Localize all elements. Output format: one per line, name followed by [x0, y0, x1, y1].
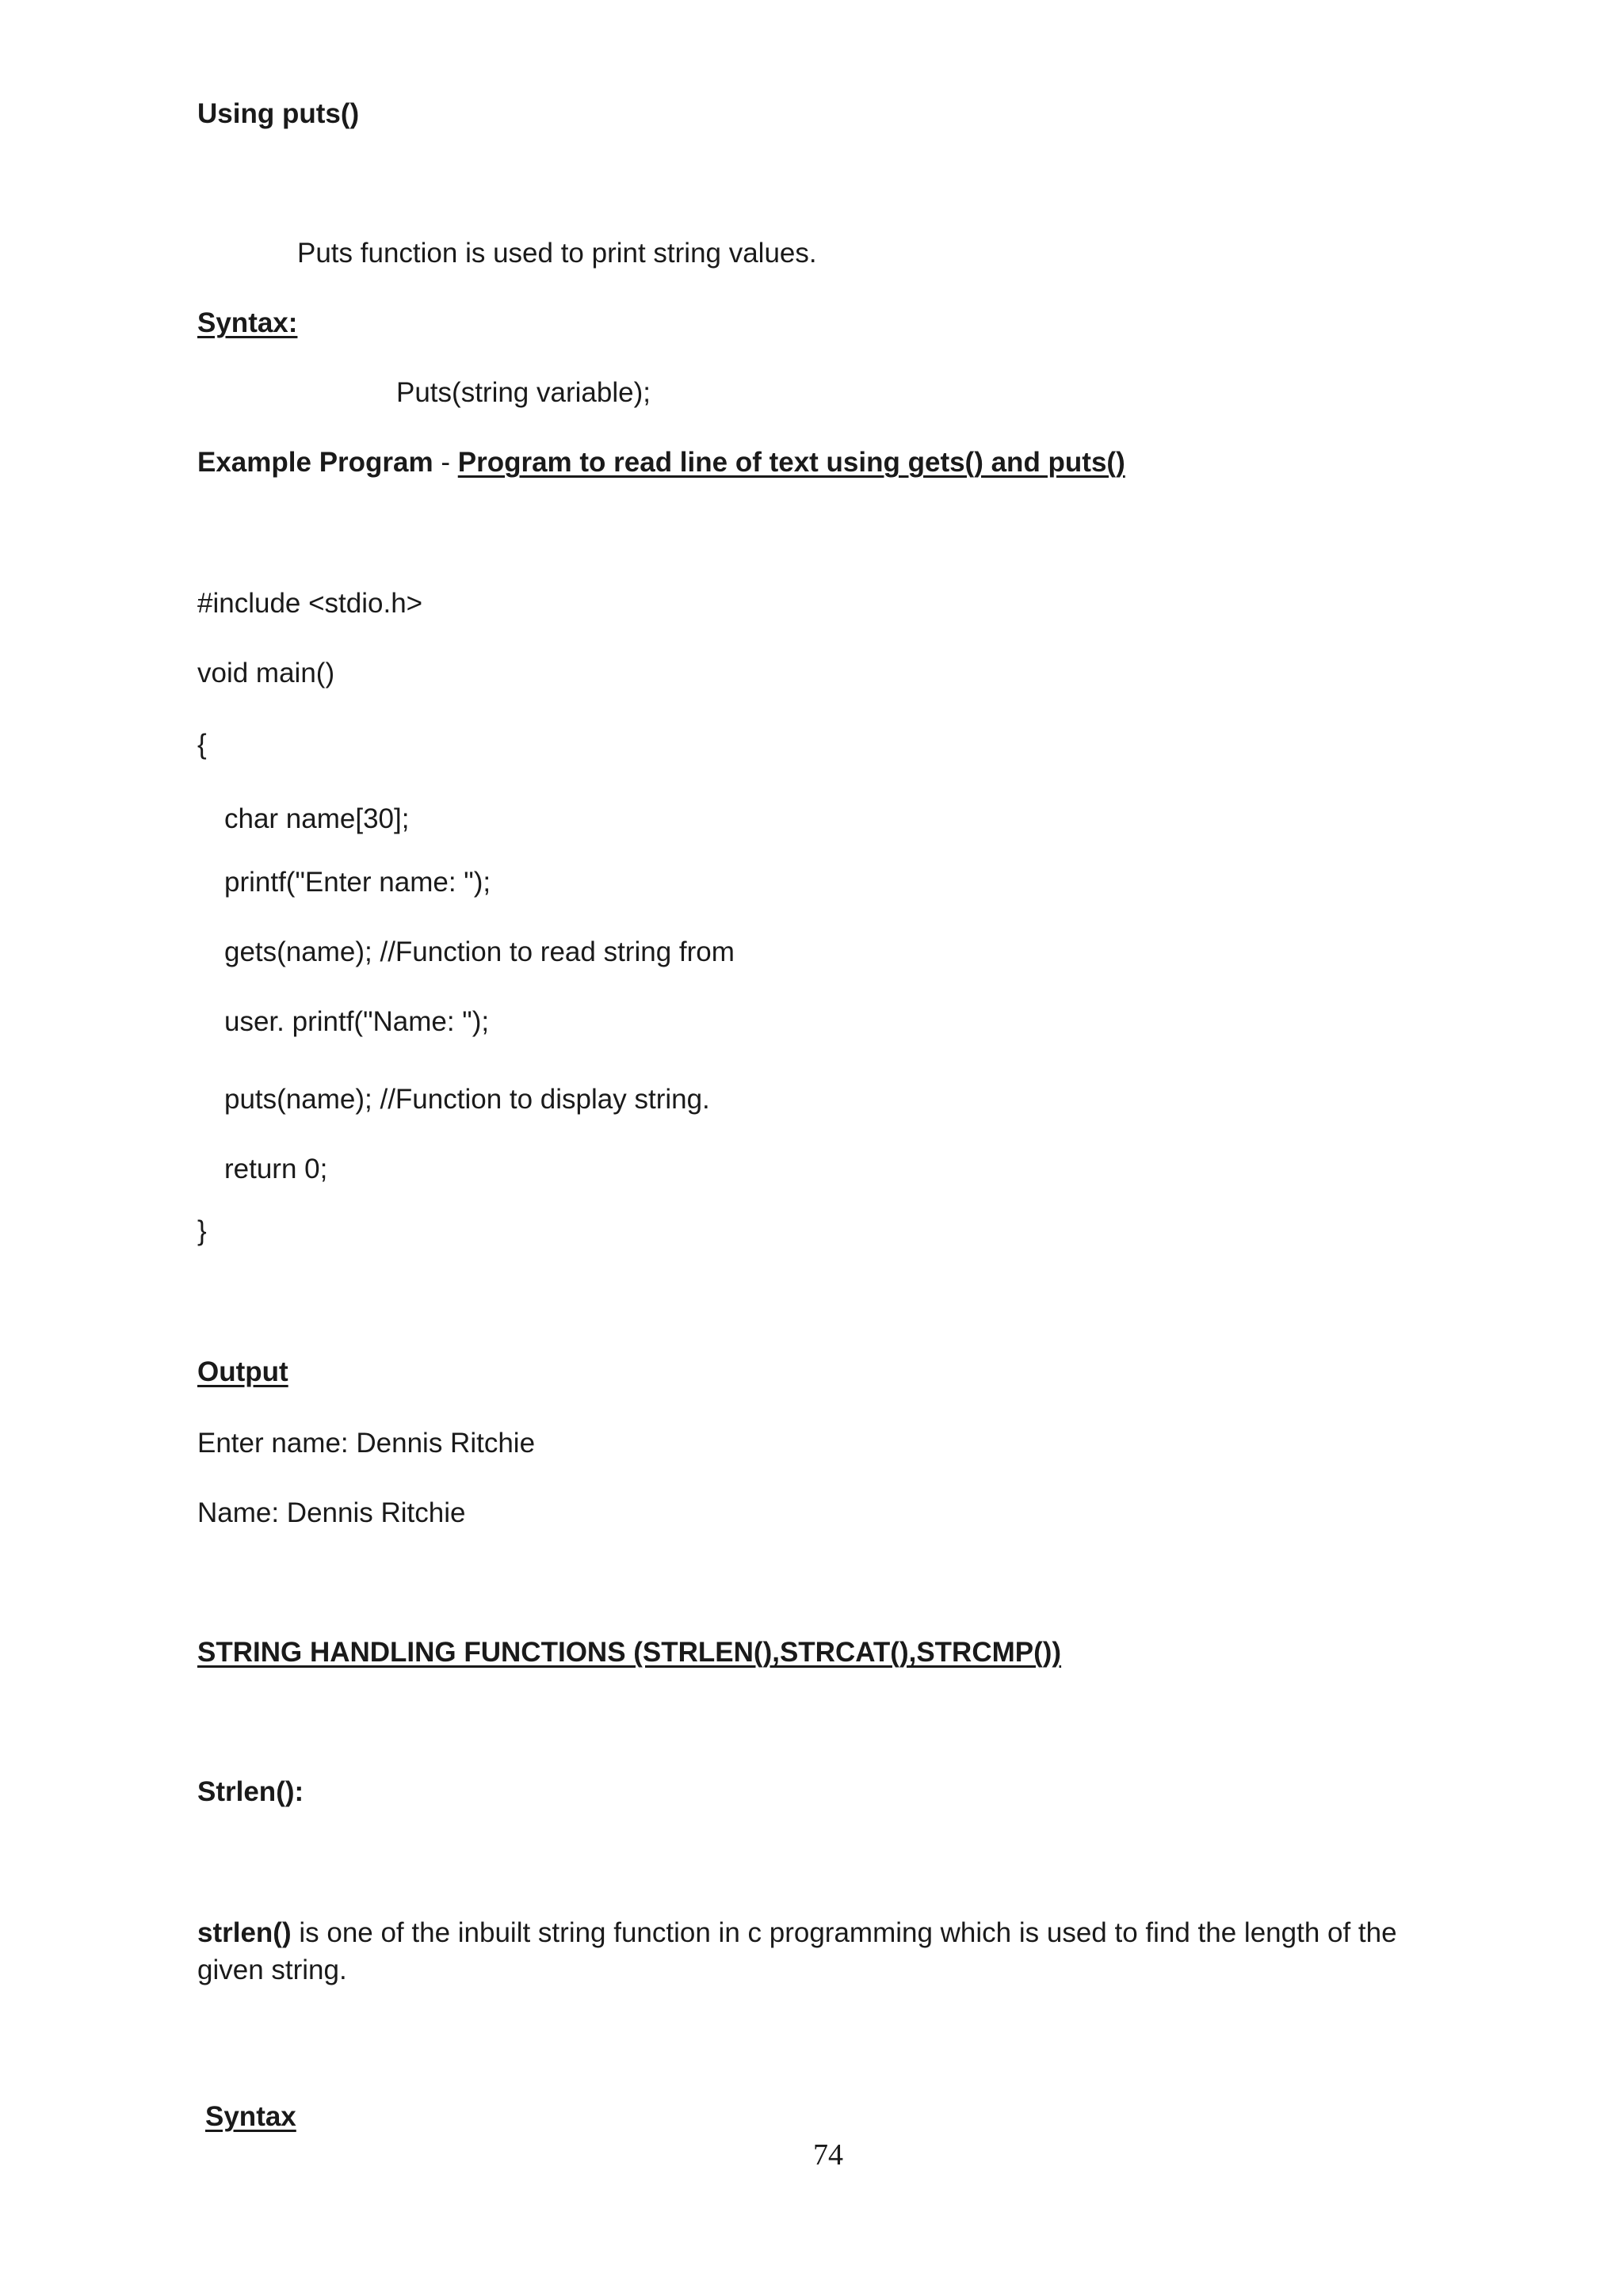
strlen-heading: Strlen(): — [197, 1776, 304, 1807]
example-title: Program to read line of text using gets() and puts() — [457, 447, 1125, 478]
code-line: { — [197, 729, 207, 760]
section-heading-puts: Using puts() — [197, 98, 360, 129]
example-separator: - — [433, 447, 458, 478]
code-line: return 0; — [224, 1154, 328, 1184]
code-line: #include <stdio.h> — [197, 588, 423, 619]
code-line: void main() — [197, 658, 335, 688]
code-line: } — [197, 1215, 207, 1246]
code-line: user. printf("Name: "); — [224, 1006, 490, 1037]
syntax-text: Puts(string variable); — [396, 377, 651, 408]
example-label: Example Program — [197, 447, 433, 478]
string-functions-heading: STRING HANDLING FUNCTIONS (STRLEN(),STRCAT(),STRCMP()) — [197, 1637, 1062, 1668]
strlen-description — [197, 1914, 1449, 1989]
code-line: char name[30]; — [224, 803, 410, 834]
puts-description: Puts function is used to print string values. — [297, 238, 817, 269]
code-line: puts(name); //Function to display string. — [224, 1084, 710, 1115]
strlen-syntax-label: Syntax — [205, 2101, 296, 2132]
syntax-label: Syntax: — [197, 307, 298, 338]
output-line: Name: Dennis Ritchie — [197, 1497, 466, 1528]
page-number: 74 — [813, 2138, 843, 2172]
strlen-keyword: strlen() — [197, 1917, 292, 1948]
output-line: Enter name: Dennis Ritchie — [197, 1428, 536, 1459]
example-heading — [197, 445, 1125, 480]
code-line: gets(name); //Function to read string from — [224, 936, 735, 967]
code-line: printf("Enter name: "); — [224, 867, 491, 898]
strlen-description-text: is one of the inbuilt string function in c programming which is used to find the length of the given string. — [197, 1917, 1397, 1985]
output-heading: Output — [197, 1356, 288, 1387]
